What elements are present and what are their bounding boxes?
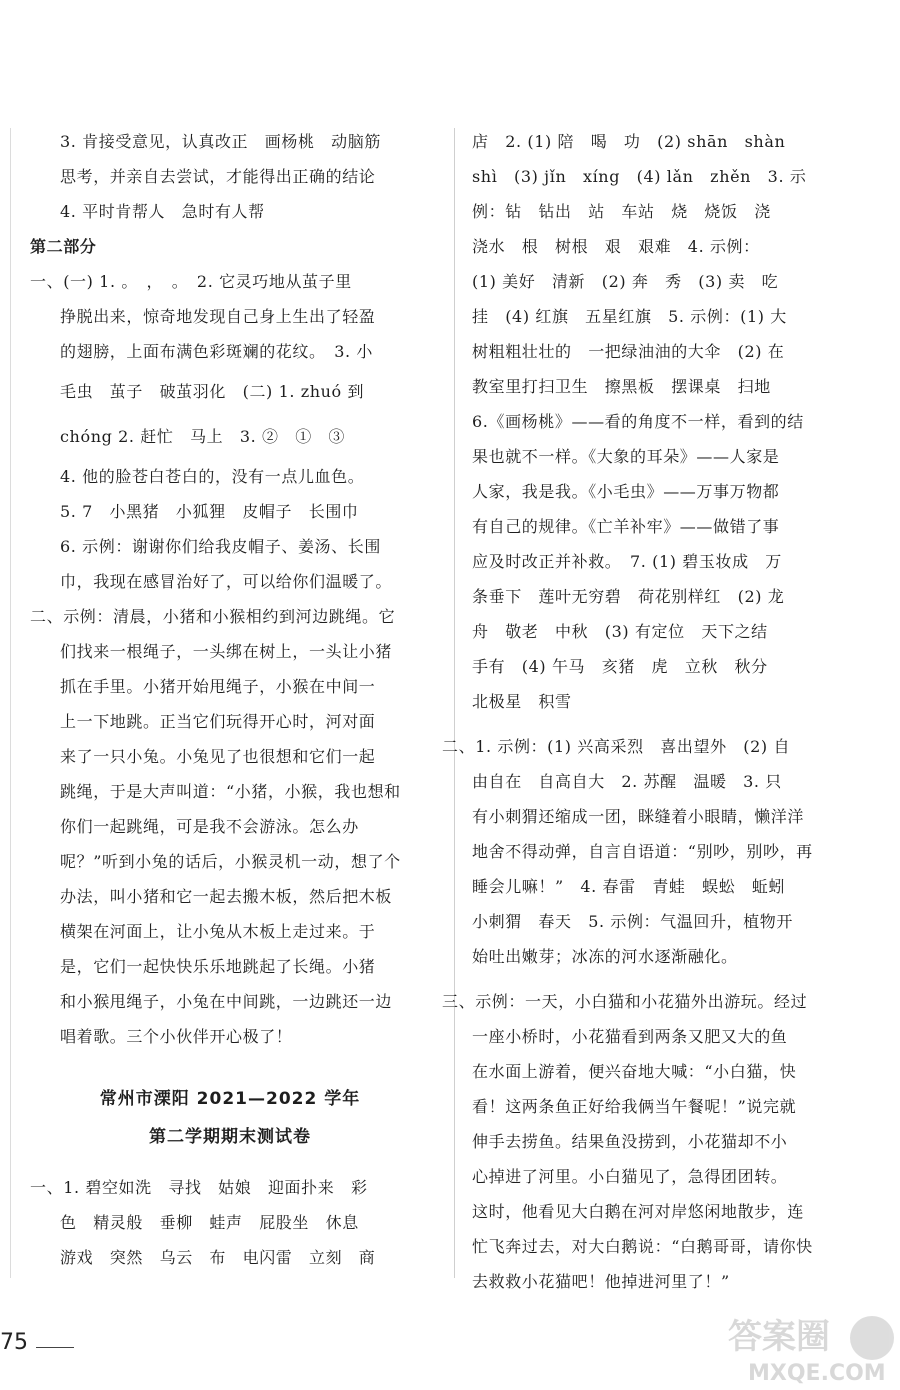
answer-line: (1) 美好 清新 (2) 奔 秀 (3) 卖 吃 — [472, 272, 779, 291]
svg-text:MXQE.COM: MXQE.COM — [748, 1361, 886, 1386]
answer-line: 舟 敬老 中秋 (3) 有定位 天下之结 — [472, 622, 768, 641]
answer-line: 一、1. 碧空如洗 寻找 姑娘 迎面扑来 彩 — [30, 1178, 368, 1197]
answer-line: 看！这两条鱼正好给我俩当午餐呢！”说完就 — [472, 1097, 797, 1116]
answer-line: 北极星 积雪 — [472, 692, 572, 711]
exam-title-line: 第二学期期末测试卷 — [149, 1127, 311, 1147]
answer-line: 睡会儿嘛！” 4. 春雷 青蛙 蜈蚣 蚯蚓 — [472, 877, 786, 896]
answer-line: 店 2. (1) 陪 喝 功 (2) shān shàn — [472, 132, 786, 151]
column-divider — [454, 128, 455, 1278]
answer-line: 三、示例：一天，小白猫和小花猫外出游玩。经过 — [442, 992, 808, 1011]
answer-line: 应及时改正并补救。 7. (1) 碧玉妆成 万 — [472, 552, 782, 571]
answer-line: shì (3) jǐn xíng (4) lǎn zhěn 3. 示 — [472, 167, 807, 186]
answer-line: 二、示例：清晨，小猪和小猴相约到河边跳绳。它 — [30, 607, 396, 626]
right-column — [442, 124, 872, 1299]
exam-title-line: 常州市溧阳 2021—2022 学年 — [99, 1089, 361, 1109]
left-margin-rule — [10, 128, 11, 1278]
answer-line: 的翅膀，上面布满色彩斑斓的花纹。 3. 小 — [60, 342, 373, 361]
answer-line: 和小猴甩绳子，小兔在中间跳，一边跳还一边 — [60, 992, 393, 1011]
answer-line: 4. 平时肯帮人 急时有人帮 — [60, 202, 265, 221]
answer-line: 游戏 突然 乌云 布 电闪雷 立刻 商 — [60, 1248, 376, 1267]
answer-line: 办法，叫小猪和它一起去搬木板，然后把木板 — [60, 887, 393, 906]
watermark-logo — [722, 1306, 897, 1386]
left-column — [30, 124, 430, 1275]
watermark-icon — [722, 1306, 897, 1386]
answer-line: 你们一起跳绳，可是我不会游泳。怎么办 — [60, 817, 359, 836]
answer-line: 6. 示例：谢谢你们给我皮帽子、姜汤、长围 — [60, 537, 381, 556]
answer-line: 6.《画杨桃》——看的角度不一样，看到的结 — [472, 412, 804, 431]
answer-line: 来了一只小兔。小兔见了也很想和它们一起 — [60, 747, 376, 766]
answer-line: 由自在 自高自大 2. 苏醒 温暖 3. 只 — [472, 772, 782, 791]
answer-line: 例：钻 钻出 站 车站 烧 烧饭 浇 — [472, 202, 771, 221]
answer-line: chóng 2. 赶忙 马上 3. ② ① ③ — [60, 427, 346, 446]
answer-line: 教室里打扫卫生 擦黑板 摆课桌 扫地 — [472, 377, 771, 396]
answer-line: 浇水 根 树根 艰 艰难 4. 示例： — [472, 237, 760, 256]
answer-line: 忙飞奔过去，对大白鹅说：“白鹅哥哥，请你快 — [472, 1237, 813, 1256]
exam-title — [30, 1080, 430, 1156]
answer-line: 4. 他的脸苍白苍白的，没有一点儿血色。 — [60, 467, 365, 486]
answer-line: 思考，并亲自去尝试，才能得出正确的结论 — [60, 167, 376, 186]
answer-line: 二、1. 示例：(1) 兴高采烈 喜出望外 (2) 自 — [442, 737, 791, 756]
answer-line: 有自己的规律。《亡羊补牢》——做错了事 — [472, 517, 780, 536]
answer-line: 3. 肯接受意见，认真改正 画杨桃 动脑筋 — [60, 132, 381, 151]
answer-line: 跳绳，于是大声叫道：“小猪，小猴，我也想和 — [60, 782, 401, 801]
answer-line: 手有 (4) 午马 亥猪 虎 立秋 秋分 — [472, 657, 768, 676]
answer-line: 抓在手里。小猪开始甩绳子，小猴在中间一 — [60, 677, 376, 696]
answer-line: 巾，我现在感冒治好了，可以给你们温暖了。 — [60, 572, 393, 591]
answer-line: 有小刺猬还缩成一团，眯缝着小眼睛，懒洋洋 — [472, 807, 805, 826]
answer-line: 一座小桥时，小花猫看到两条又肥又大的鱼 — [472, 1027, 788, 1046]
answer-line: 地舍不得动弹，自言自语道：“别吵，别吵，再 — [472, 842, 813, 861]
answer-line: 小刺猬 春天 5. 示例：气温回升，植物开 — [472, 912, 793, 931]
answer-line: 5. 7 小黑猪 小狐狸 皮帽子 长围巾 — [60, 502, 359, 521]
answer-line: 毛虫 茧子 破茧羽化 (二) 1. zhuó 到 — [60, 382, 365, 401]
answer-line: 是，它们一起快快乐乐地跳起了长绳。小猪 — [60, 957, 376, 976]
answer-line: 在水面上游着，便兴奋地大喊：“小白猫，快 — [472, 1062, 797, 1081]
svg-text:答案圈: 答案圈 — [728, 1317, 830, 1357]
answer-line: 心掉进了河里。小白猫见了，急得团团转。 — [472, 1167, 788, 1186]
page-number-rule — [36, 1347, 74, 1348]
answer-line: 挂 (4) 红旗 五星红旗 5. 示例：(1) 大 — [472, 307, 787, 326]
answer-line: 色 精灵般 垂柳 蛙声 屁股坐 休息 — [60, 1213, 359, 1232]
answer-line: 果也就不一样。《大象的耳朵》——人家是 — [472, 447, 780, 466]
answer-line: 上一下地跳。正当它们玩得开心时，河对面 — [60, 712, 376, 731]
answer-line: 呢？”听到小兔的话后，小猴灵机一动，想了个 — [60, 852, 401, 871]
answer-line: 挣脱出来，惊奇地发现自己身上生出了轻盈 — [60, 307, 376, 326]
section-heading: 第二部分 — [30, 237, 97, 256]
answer-line: 去救救小花猫吧！他掉进河里了！” — [472, 1272, 730, 1291]
answer-line: 们找来一根绳子，一头绑在树上，一头让小猪 — [60, 642, 393, 661]
answer-line: 条垂下 莲叶无穷碧 荷花别样红 (2) 龙 — [472, 587, 785, 606]
page-number: 75 — [0, 1330, 28, 1355]
answer-line: 横架在河面上，让小兔从木板上走过来。于 — [60, 922, 376, 941]
answer-line: 唱着歌。三个小伙伴开心极了！ — [60, 1027, 293, 1046]
answer-line: 伸手去捞鱼。结果鱼没捞到，小花猫却不小 — [472, 1132, 788, 1151]
answer-line: 这时，他看见大白鹅在河对岸悠闲地散步，连 — [472, 1202, 805, 1221]
answer-line: 树粗粗壮壮的 一把绿油油的大伞 (2) 在 — [472, 342, 785, 361]
answer-line: 一、(一) 1. 。 ， 。 2. 它灵巧地从茧子里 — [30, 272, 352, 291]
answer-line: 始吐出嫩芽；冰冻的河水逐渐融化。 — [472, 947, 738, 966]
answer-line: 人家，我是我。《小毛虫》——万事万物都 — [472, 482, 780, 501]
